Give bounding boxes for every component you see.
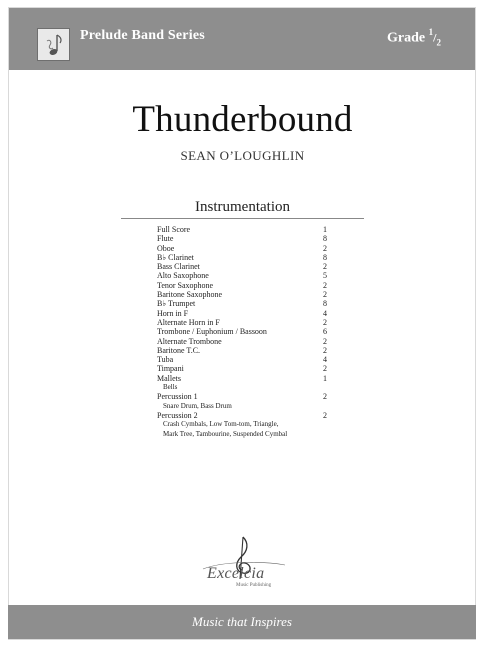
- instrument-name: Tuba: [157, 355, 174, 365]
- instrument-name: B♭ Clarinet: [157, 252, 194, 262]
- instrument-name: Bass Clarinet: [157, 262, 200, 272]
- instrument-row: [157, 337, 327, 346]
- instrument-name: Trombone / Euphonium / Bassoon: [157, 327, 267, 337]
- instrument-name: Crash Cymbals, Low Tom-tom, Triangle,: [163, 420, 279, 429]
- instrument-name: Alternate Horn in F: [157, 317, 220, 327]
- instrument-row: [157, 411, 327, 420]
- footer-band: [8, 605, 476, 639]
- instrument-row: [157, 234, 327, 243]
- instrument-row: [157, 281, 327, 290]
- instrumentation-heading: Instrumentation: [195, 199, 290, 215]
- instrument-name: Flute: [157, 234, 174, 244]
- instrument-row: [157, 244, 327, 253]
- instrument-quantity: 2: [323, 290, 327, 300]
- instrument-quantity: 2: [323, 410, 327, 420]
- instrument-quantity: 2: [323, 345, 327, 355]
- instrument-quantity: 8: [323, 252, 327, 262]
- instrument-row: [157, 318, 327, 327]
- instrument-detail-row: [157, 430, 327, 439]
- instrument-row: [157, 299, 327, 308]
- instrument-row: [157, 225, 327, 234]
- instrument-quantity: 8: [323, 234, 327, 244]
- piece-title: Thunderbound: [132, 99, 353, 140]
- grade-numerator: 1: [428, 27, 434, 37]
- instrument-name: B♭ Trumpet: [157, 299, 196, 309]
- instrument-name: Full Score: [157, 225, 191, 234]
- instrument-row: [157, 290, 327, 299]
- instrument-name: Bells: [163, 383, 178, 392]
- instrument-name: Oboe: [157, 243, 175, 253]
- instrument-name: Mallets: [157, 373, 181, 383]
- instrument-quantity: 8: [323, 299, 327, 309]
- music-note-icon: [37, 28, 70, 61]
- instrument-row: [157, 392, 327, 401]
- instrument-name: Tenor Saxophone: [157, 280, 214, 290]
- instrument-row: [157, 309, 327, 318]
- instrument-quantity: 6: [323, 327, 327, 337]
- instrument-row: [157, 374, 327, 383]
- publisher-subtitle: Music Publishing: [236, 583, 272, 588]
- instrument-name: Alternate Trombone: [157, 336, 222, 346]
- instrument-quantity: 4: [323, 355, 327, 365]
- instrument-name: Baritone Saxophone: [157, 290, 223, 300]
- instrument-detail-row: [157, 402, 327, 411]
- instrument-row: [157, 346, 327, 355]
- instrument-quantity: 4: [323, 308, 327, 318]
- instrument-name: Horn in F: [157, 308, 189, 318]
- grade-label: [387, 28, 441, 47]
- instrument-name: Alto Saxophone: [157, 271, 209, 281]
- instrument-row: [157, 271, 327, 280]
- instrument-quantity: 1: [323, 225, 327, 234]
- instrumentation-list: [157, 225, 327, 439]
- instrument-name: Mark Tree, Tambourine, Suspended Cymbal: [163, 429, 288, 438]
- instrument-quantity: 2: [323, 392, 327, 402]
- instrument-quantity: 2: [323, 364, 327, 374]
- instrument-quantity: 2: [323, 243, 327, 253]
- instrument-row: [157, 364, 327, 373]
- instrument-detail-row: [157, 420, 327, 429]
- grade-denominator: 2: [436, 37, 441, 48]
- instrument-quantity: 2: [323, 336, 327, 346]
- header-band: [9, 8, 475, 70]
- publisher-name: Excelcia: [207, 565, 265, 582]
- series-name: Prelude Band Series: [80, 28, 205, 43]
- tagline: Music that Inspires: [192, 614, 292, 629]
- instrument-quantity: 5: [323, 271, 327, 281]
- composer-name: SEAN O’LOUGHLIN: [180, 148, 305, 163]
- instrument-quantity: 2: [323, 317, 327, 327]
- instrument-name: Percussion 2: [157, 410, 198, 420]
- instrument-row: [157, 253, 327, 262]
- instrumentation-divider: [121, 218, 364, 219]
- instrument-row: [157, 327, 327, 336]
- instrument-detail-row: [157, 383, 327, 392]
- instrument-row: [157, 262, 327, 271]
- instrument-quantity: 2: [323, 280, 327, 290]
- grade-text: Grade: [387, 30, 426, 46]
- instrument-name: Timpani: [157, 364, 184, 374]
- instrument-name: Percussion 1: [157, 392, 198, 402]
- instrument-row: [157, 355, 327, 364]
- instrument-name: Baritone T.C.: [157, 345, 201, 355]
- instrument-name: Snare Drum, Bass Drum: [163, 401, 232, 410]
- instrument-quantity: 2: [323, 262, 327, 272]
- grade-fraction-bar: /: [433, 30, 437, 45]
- instrument-quantity: 1: [323, 373, 327, 383]
